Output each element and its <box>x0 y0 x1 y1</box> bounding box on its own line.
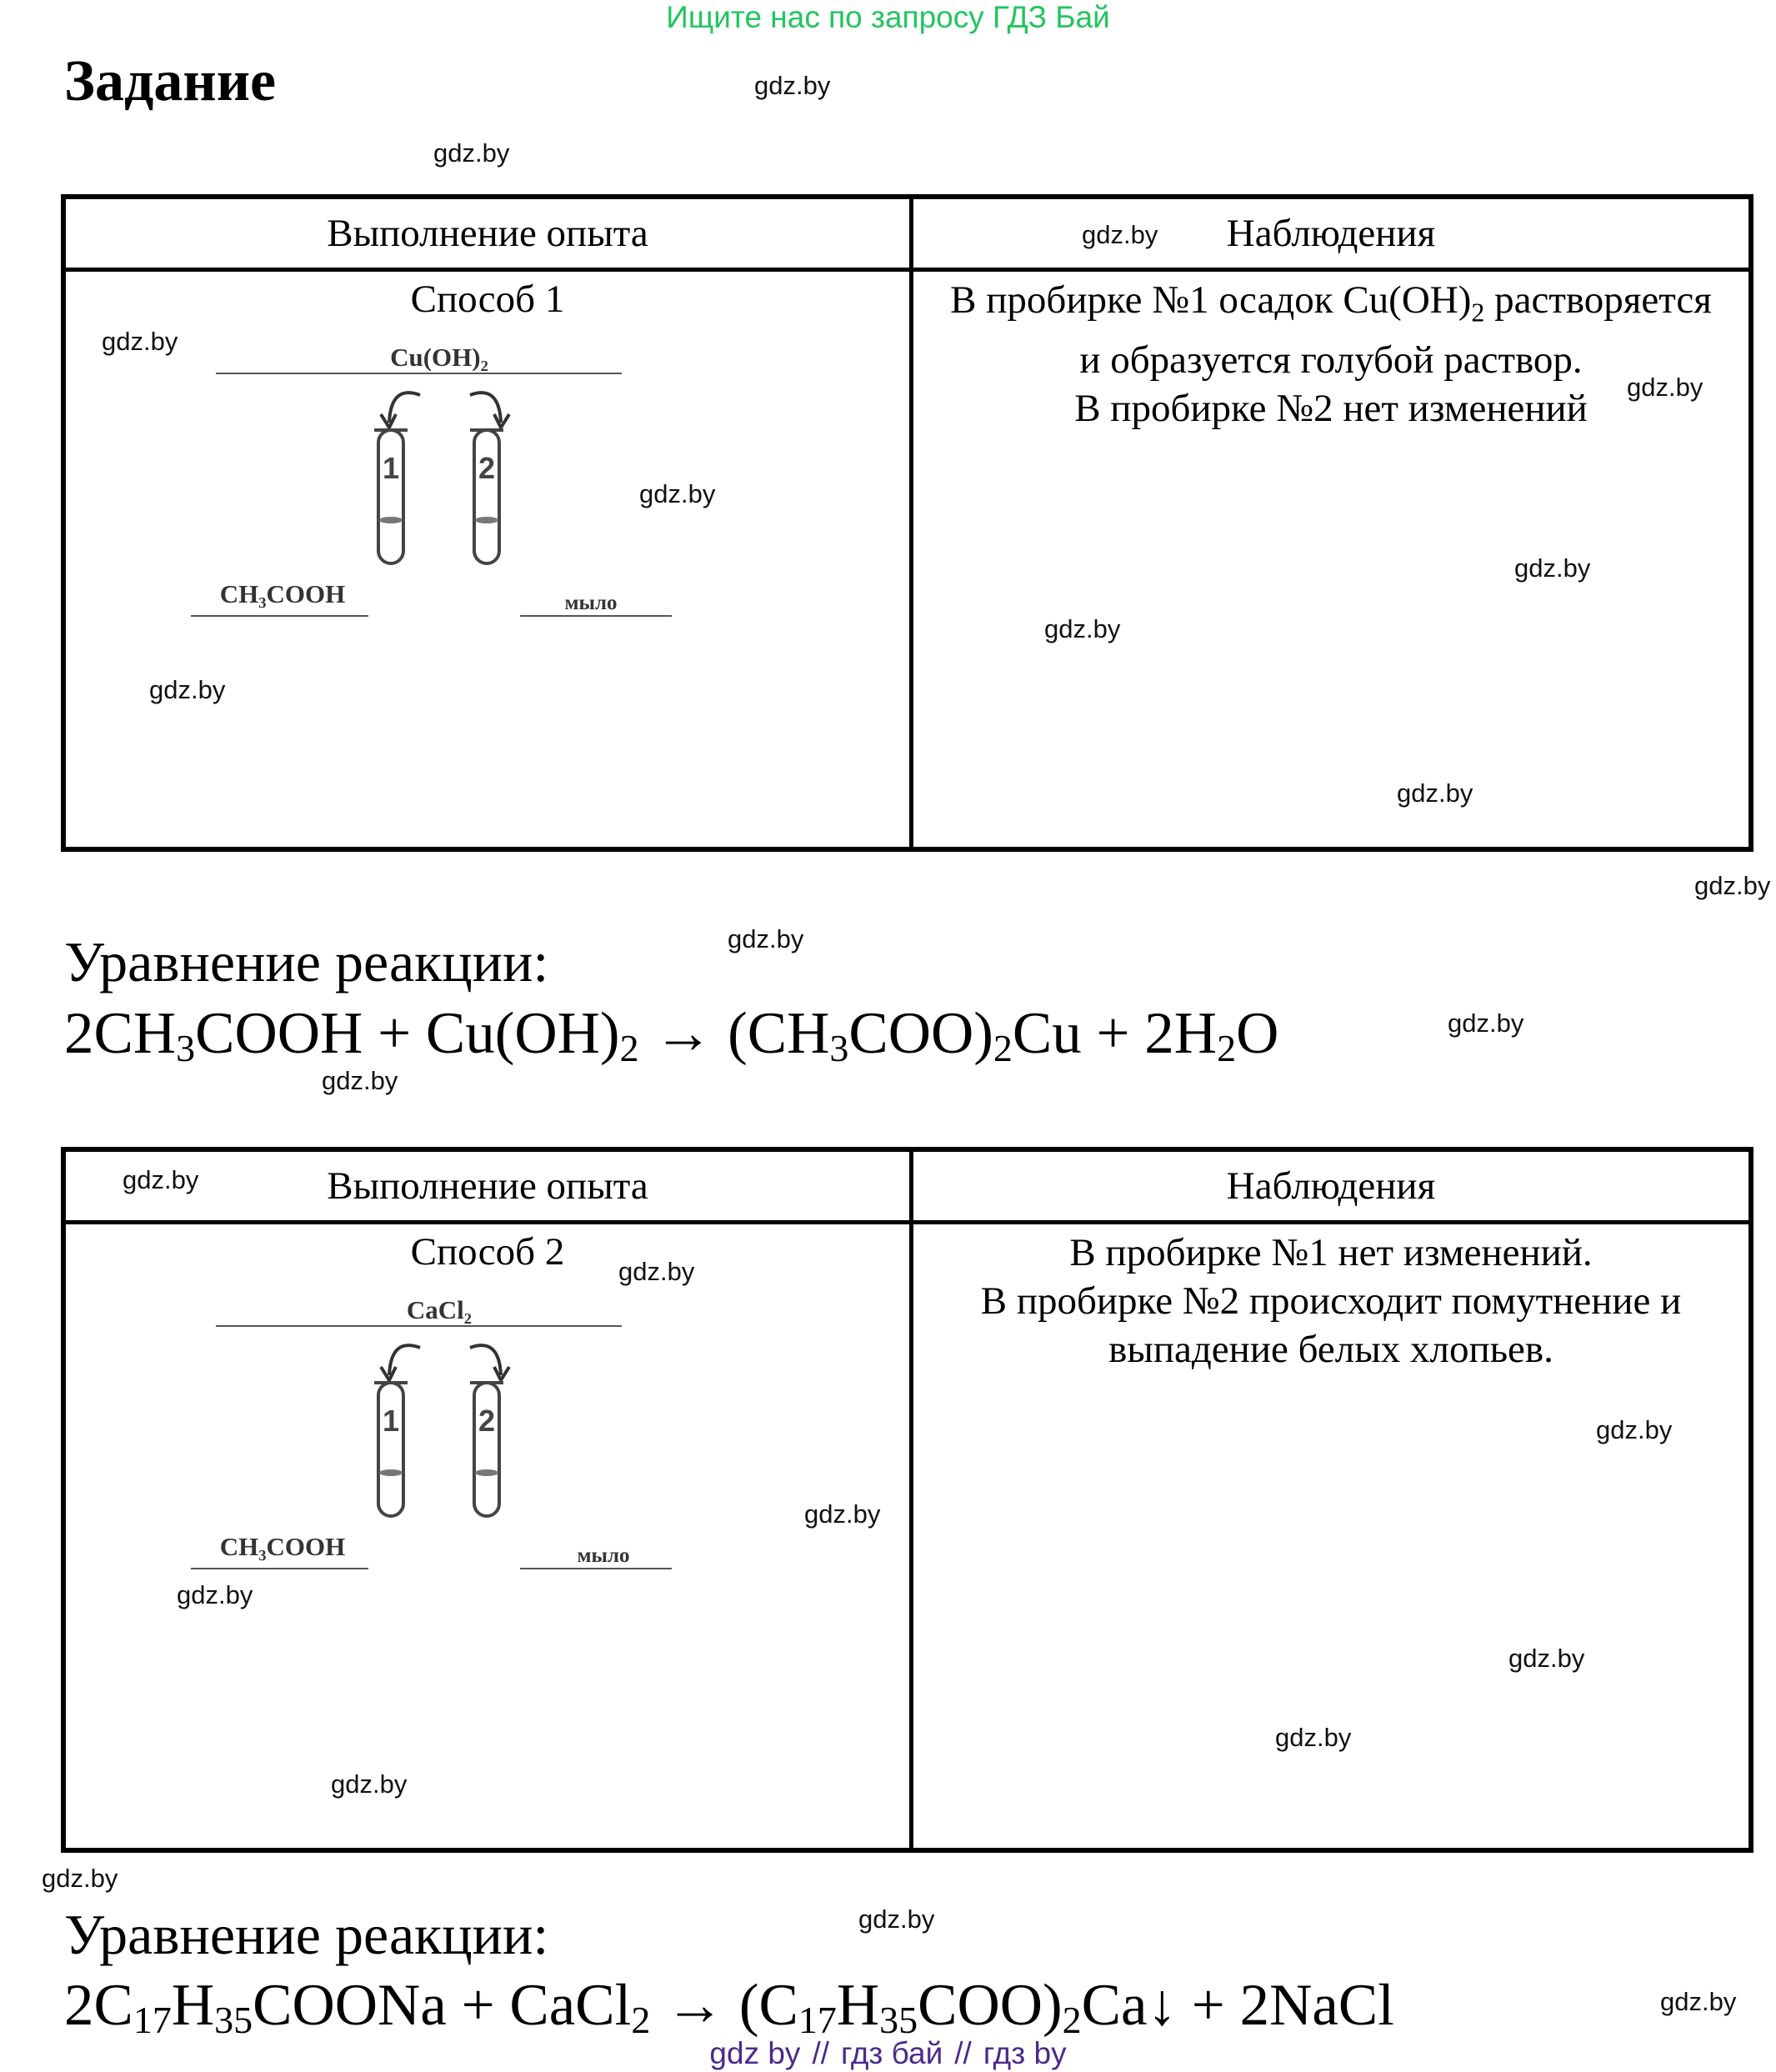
watermark: gdz.by <box>123 1165 199 1194</box>
acid-label: CH₃COOH <box>219 579 346 608</box>
watermark: gdz.by <box>1397 778 1473 808</box>
svg-text:2: 2 <box>478 451 496 485</box>
watermark: gdz.by <box>1627 373 1703 402</box>
reagent-label: CaCl₂ <box>406 1295 473 1324</box>
acid-label: CH₃COOH <box>219 1532 346 1561</box>
soap-label: мыло <box>564 592 618 614</box>
footer-link[interactable]: gdz by <box>709 2036 801 2070</box>
watermark: gdz.by <box>1275 1723 1352 1752</box>
test-tubes-diagram <box>124 341 708 641</box>
watermark: gdz.by <box>639 479 716 508</box>
equation-2-heading: Уравнение реакции: <box>64 1903 549 1966</box>
watermark: gdz.by <box>102 327 178 356</box>
footer-link[interactable]: гдз by <box>983 2036 1067 2070</box>
watermark: gdz.by <box>1044 614 1121 643</box>
watermark: gdz.by <box>42 1864 118 1893</box>
test-tube-2 <box>470 430 503 563</box>
footer-links[interactable] <box>0 2036 1776 2071</box>
observation-2: В пробирке №1 нет изменений. В пробирке №2 происходит помутнение и выпадение белых хлопьев. <box>980 1231 1682 1371</box>
method-label: Способ 1 <box>410 278 565 321</box>
watermark: gdz.by <box>1082 220 1158 249</box>
method-label: Способ 2 <box>410 1230 565 1274</box>
watermark: gdz.by <box>1596 1415 1673 1444</box>
watermark: gdz.by <box>1448 1008 1524 1038</box>
test-tube-1 <box>374 430 408 563</box>
observation-1: В пробирке №1 осадок $Cu(OH)_2$ растворяется и образуется голубой раствор. В пробирке №2 нет изменений <box>950 278 1712 431</box>
watermark: gdz.by <box>322 1066 398 1095</box>
watermark: gdz.by <box>618 1257 695 1286</box>
watermark: gdz.by <box>433 138 510 168</box>
watermark: gdz.by <box>754 71 831 100</box>
watermark: gdz.by <box>331 1769 408 1799</box>
equation-1-heading: Уравнение реакции: <box>64 930 549 993</box>
header-observations: Наблюдения <box>1226 1164 1436 1208</box>
watermark: gdz.by <box>858 1904 935 1934</box>
header-procedure: Выполнение опыта <box>327 212 648 255</box>
page-title: Задание <box>64 49 277 113</box>
watermark: gdz.by <box>1514 553 1591 583</box>
experiment-table-1 <box>61 194 1753 852</box>
equation-2: $2C_{17}H_{35}COONa$ + CaCl$_2$ → $(C_{17}H_{35}COO)_2Ca↓$ + 2NaCl <box>64 1973 1394 2041</box>
watermark: gdz.by <box>149 675 226 704</box>
watermark: gdz.by <box>1694 871 1771 900</box>
soap-label: мыло <box>577 1544 630 1567</box>
watermark: gdz.by <box>1660 1987 1737 2016</box>
watermark: gdz.by <box>1508 1644 1585 1673</box>
test-tube-2 <box>470 1383 503 1516</box>
svg-text:1: 1 <box>382 1404 400 1438</box>
watermark: gdz.by <box>804 1499 881 1529</box>
search-banner[interactable]: Ищите нас по запросу ГДЗ Бай <box>666 0 1110 34</box>
svg-text:2: 2 <box>478 1404 496 1438</box>
header-observations: Наблюдения <box>1226 212 1436 255</box>
test-tubes-diagram <box>124 1294 708 1594</box>
footer-separator: // <box>954 2036 972 2070</box>
watermark: gdz.by <box>728 924 804 953</box>
footer-link[interactable]: гдз бай <box>841 2036 943 2070</box>
footer-separator: // <box>812 2036 829 2070</box>
reagent-label: Cu(OH)₂ <box>390 343 488 372</box>
watermark: gdz.by <box>177 1580 253 1609</box>
header-procedure: Выполнение опыта <box>327 1164 648 1208</box>
test-tube-1 <box>374 1383 408 1516</box>
experiment-table-2 <box>61 1147 1753 1853</box>
equation-1: $2CH_3COOH + Cu(OH)_2 \to (CH_3COO)_2Cu + 2H_2O$ <box>64 1001 1279 1069</box>
svg-text:1: 1 <box>382 451 400 485</box>
